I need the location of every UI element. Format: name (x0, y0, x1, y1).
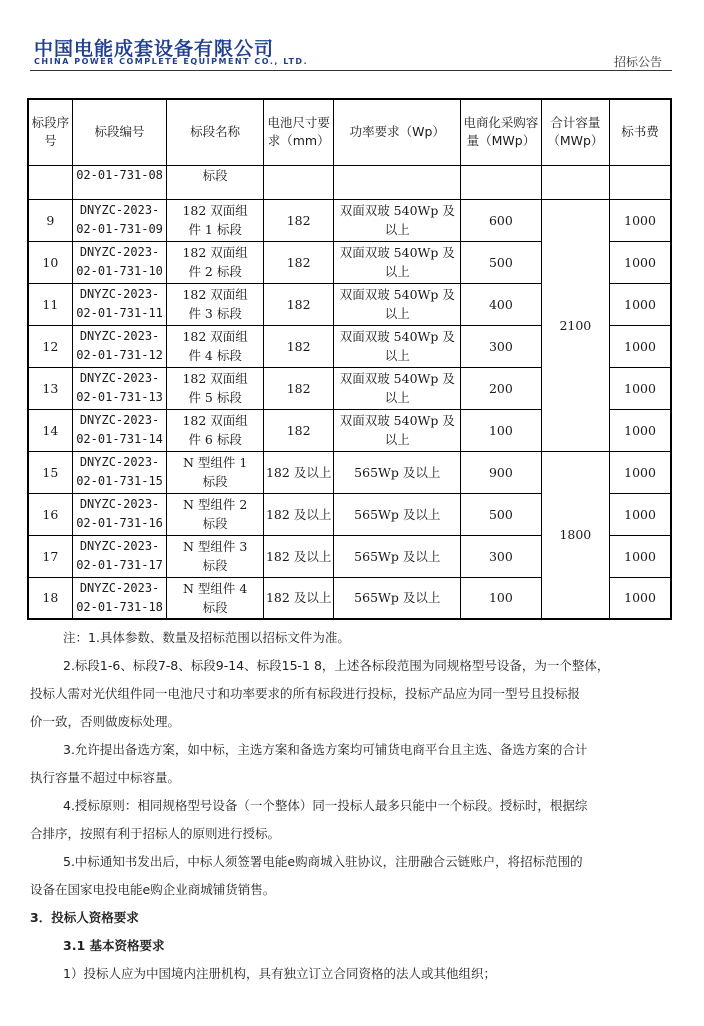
cell-name (167, 199, 264, 241)
cell-code-line2: 02-01-731-14 (76, 432, 163, 446)
cell-name-line1: 182 双面组 (182, 371, 248, 386)
cell-no: 12 (28, 325, 72, 367)
cell-name-line1: 182 双面组 (182, 287, 248, 302)
cell-power: 双面双玻 540Wp 及以上 (334, 241, 461, 283)
note-4-line1: 4.授标原则：相同规格型号设备（一个整体）同一投标人最多只能中一个标段。授标时，根据综 (63, 798, 588, 813)
cell-name-line2: 件 4 标段 (188, 348, 242, 363)
cell-code-line1: DNYZC-2023- (79, 580, 160, 595)
header-divider (30, 70, 672, 71)
cell-size: 182 及以上 (263, 493, 333, 535)
cell-size: 182 及以上 (263, 577, 333, 619)
col-header-fee: 标书费 (610, 99, 671, 165)
company-logo-cn: 中国电能成套设备有限公司 (34, 38, 275, 60)
table-row-continued (28, 165, 671, 199)
cell-capacity: 400 (461, 283, 542, 325)
cell-power: 双面双玻 540Wp 及以上 (334, 283, 461, 325)
cell-name-line2: 标段 (202, 558, 228, 573)
col-header-code: 标段编号 (72, 99, 167, 165)
cell-code-line1: DNYZC-2023- (79, 245, 160, 259)
cell-code-line1: DNYZC-2023- (79, 413, 160, 427)
cell-name (167, 451, 264, 493)
cell-total (541, 165, 609, 199)
cell-code-line2: 02-01-731-16 (76, 516, 163, 530)
cell-power: 565Wp 及以上 (334, 535, 461, 577)
cell-no: 13 (28, 367, 72, 409)
cell-fee: 1000 (610, 409, 671, 451)
cell-code (72, 199, 167, 241)
cell-fee: 1000 (610, 535, 671, 577)
cell-code-line2: 02-01-731-13 (76, 390, 163, 404)
cell-name-line2: 标段 (202, 474, 228, 489)
cell-name-line1: 182 双面组 (182, 245, 248, 260)
cell-total: 1800 (541, 451, 609, 619)
cell-name (167, 409, 264, 451)
cell-fee: 1000 (610, 577, 671, 619)
cell-no: 16 (28, 493, 72, 535)
cell-code (72, 241, 167, 283)
cell-code (72, 283, 167, 325)
cell-code (72, 409, 167, 451)
cell-code-line2: 02-01-731-12 (76, 348, 163, 362)
cell-power: 双面双玻 540Wp 及以上 (334, 199, 461, 241)
cell-name-line2: 件 5 标段 (188, 390, 242, 405)
cell-code-line2: 02-01-731-15 (76, 474, 163, 488)
cell-power: 双面双玻 540Wp 及以上 (334, 367, 461, 409)
cell-name-line2: 件 3 标段 (188, 306, 242, 321)
cell-capacity: 500 (461, 493, 542, 535)
cell-size: 182 (263, 241, 333, 283)
company-logo-en: CHINA POWER COMPLETE EQUIPMENT CO., LTD. (34, 57, 309, 66)
cell-fee: 1000 (610, 451, 671, 493)
cell-capacity: 600 (461, 199, 542, 241)
cell-fee: 1000 (610, 199, 671, 241)
cell-name (167, 493, 264, 535)
page-header (0, 0, 704, 72)
cell-name-line1: N 型组件 2 (182, 497, 248, 512)
cell-power: 565Wp 及以上 (334, 451, 461, 493)
cell-size: 182 (263, 409, 333, 451)
cell-name-line1: 182 双面组 (182, 413, 248, 428)
cell-code (72, 367, 167, 409)
cell-name (167, 325, 264, 367)
cell-no: 11 (28, 283, 72, 325)
document-type: 招标公告 (613, 55, 662, 69)
cell-name (167, 241, 264, 283)
cell-no: 10 (28, 241, 72, 283)
cell-capacity: 100 (461, 577, 542, 619)
note-3-line2: 执行容量不超过中标容量。 (30, 770, 181, 785)
cell-code-line1: DNYZC-2023- (79, 455, 160, 469)
note-2-line3: 价一致，否则做废标处理。 (30, 714, 181, 729)
cell-name-line2: 标段 (202, 599, 228, 615)
cell-no: 17 (28, 535, 72, 577)
cell-capacity: 200 (461, 367, 542, 409)
cell-code (72, 325, 167, 367)
section-heading-3-1: 3.1 基本资格要求 (63, 938, 165, 953)
col-header-power: 功率要求（Wp） (334, 99, 461, 165)
note-5-line1: 5.中标通知书发出后，中标人须签署电能e购商城入驻协议，注册融合云链账户，将招标范围的 (63, 854, 583, 869)
cell-no: 14 (28, 409, 72, 451)
cell-fee: 1000 (610, 325, 671, 367)
cell-capacity: 300 (461, 535, 542, 577)
cell-code-line1: DNYZC-2023- (79, 203, 160, 217)
table-row (28, 451, 671, 493)
cell-no: 15 (28, 451, 72, 493)
cell-capacity: 500 (461, 241, 542, 283)
cell-code-line2: 02-01-731-17 (76, 558, 163, 572)
cell-name-line1: N 型组件 1 (182, 455, 248, 470)
cell-code-line1: DNYZC-2023- (79, 329, 160, 343)
cell-power: 565Wp 及以上 (334, 493, 461, 535)
cell-capacity: 900 (461, 451, 542, 493)
cell-fee: 1000 (610, 493, 671, 535)
cell-capacity: 100 (461, 409, 542, 451)
cell-code-line1: DNYZC-2023- (79, 287, 160, 301)
cell-code: 02-01-731-08 (72, 165, 167, 199)
cell-code-line2: 02-01-731-10 (76, 264, 163, 278)
bid-sections-table (27, 98, 672, 620)
cell-code (72, 577, 167, 619)
cell-power: 双面双玻 540Wp 及以上 (334, 409, 461, 451)
cell-size (263, 165, 333, 199)
cell-name-line2: 件 6 标段 (188, 432, 242, 447)
cell-name-line2: 标段 (202, 516, 228, 531)
cell-no (28, 165, 72, 199)
cell-name-line2: 件 1 标段 (188, 222, 242, 237)
cell-power: 双面双玻 540Wp 及以上 (334, 325, 461, 367)
cell-code-line1: DNYZC-2023- (79, 371, 160, 385)
note-2-line1: 2.标段1-6、标段7-8、标段9-14、标段15-1 8，上述各标段范围为同规格型号设备，为一个整体， (63, 658, 610, 673)
cell-no: 9 (28, 199, 72, 241)
cell-size: 182 及以上 (263, 535, 333, 577)
cell-code (72, 493, 167, 535)
cell-size: 182 及以上 (263, 451, 333, 493)
cell-code-line1: DNYZC-2023- (79, 497, 160, 511)
cell-size: 182 (263, 199, 333, 241)
cell-name-line1: N 型组件 3 (182, 539, 248, 554)
cell-code-line2: 02-01-731-09 (76, 222, 163, 236)
col-header-size: 电池尺寸要求（mm） (263, 99, 333, 165)
cell-name (167, 577, 264, 619)
cell-name-line1: N 型组件 4 (182, 580, 248, 596)
cell-total: 2100 (541, 199, 609, 451)
cell-code-line2: 02-01-731-18 (76, 599, 163, 614)
cell-name-line1: 182 双面组 (182, 203, 248, 218)
cell-no: 18 (28, 577, 72, 619)
cell-capacity: 300 (461, 325, 542, 367)
cell-name (167, 535, 264, 577)
cell-size: 182 (263, 367, 333, 409)
cell-fee: 1000 (610, 241, 671, 283)
cell-name (167, 367, 264, 409)
cell-name (167, 283, 264, 325)
note-4-line2: 合排序，按照有利于招标人的原则进行授标。 (30, 826, 281, 841)
col-header-total: 合计容量（MWp） (541, 99, 609, 165)
col-header-name: 标段名称 (167, 99, 264, 165)
cell-name: 标段 (167, 165, 264, 199)
cell-capacity (461, 165, 542, 199)
table-header-row (28, 99, 671, 165)
requirement-item-1: 1）投标人应为中国境内注册机构，具有独立订立合同资格的法人或其他组织； (63, 966, 496, 981)
cell-fee: 1000 (610, 367, 671, 409)
note-5-line2: 设备在国家电投电能e购企业商城铺货销售。 (30, 882, 276, 897)
cell-size: 182 (263, 325, 333, 367)
cell-power: 565Wp 及以上 (334, 577, 461, 619)
section-heading-3: 3．投标人资格要求 (30, 910, 139, 925)
cell-power (334, 165, 461, 199)
cell-size: 182 (263, 283, 333, 325)
cell-code (72, 451, 167, 493)
cell-name-line1: 182 双面组 (182, 329, 248, 344)
note-2-line2: 投标人需对光伏组件同一电池尺寸和功率要求的所有标段进行投标，投标产品应为同一型号且投标报 (30, 686, 581, 701)
col-header-no: 标段序号 (28, 99, 72, 165)
cell-code (72, 535, 167, 577)
cell-code-line1: DNYZC-2023- (79, 539, 160, 553)
col-header-capacity: 电商化采购容量（MWp） (461, 99, 542, 165)
cell-code-line2: 02-01-731-11 (76, 306, 163, 320)
cell-fee: 1000 (610, 283, 671, 325)
cell-fee (610, 165, 671, 199)
table-row (28, 199, 671, 241)
note-1: 注：1.具体参数、数量及招标范围以招标文件为准。 (63, 630, 350, 645)
cell-name-line2: 件 2 标段 (188, 264, 242, 279)
note-3-line1: 3.允许提出备选方案，如中标，主选方案和备选方案均可铺货电商平台且主选、备选方案的合计 (63, 742, 588, 757)
